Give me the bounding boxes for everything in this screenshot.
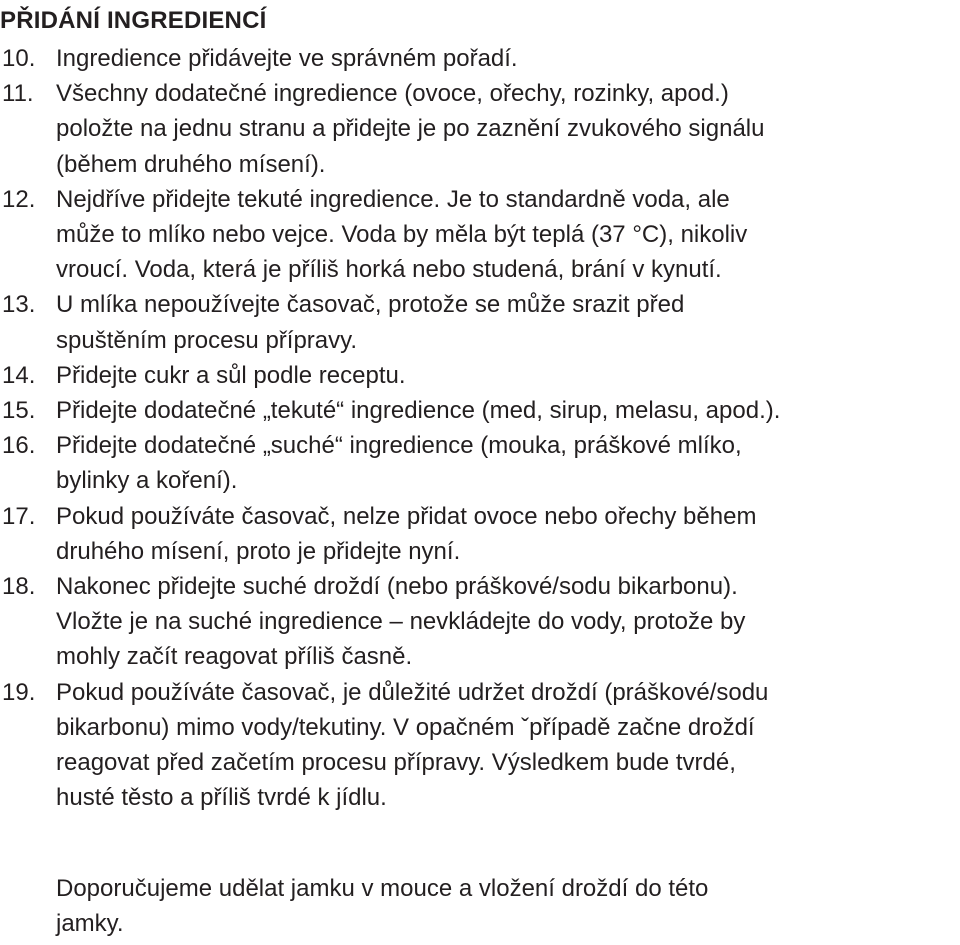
item-text-line: (během druhého mísení). <box>56 150 326 178</box>
closing-note <box>56 871 708 941</box>
instruction-list <box>0 41 960 815</box>
list-item <box>0 41 960 76</box>
item-text-line: vroucí. Voda, která je příliš horká nebo studená, brání v kynutí. <box>56 256 722 284</box>
closing-text-line: Doporučujeme udělat jamku v mouce a vložení droždí do této <box>56 875 709 902</box>
item-number: 14. <box>2 361 36 389</box>
item-number: 16. <box>2 432 36 460</box>
item-text-line: položte na jednu stranu a přidejte je po zaznění zvukového signálu <box>56 115 765 143</box>
item-number: 17. <box>2 502 36 530</box>
item-number: 12. <box>2 185 36 213</box>
item-text-line: bikarbonu) mimo vody/tekutiny. V opačném ˇpřípadě začne droždí <box>56 713 755 741</box>
item-text-line: Pokud používáte časovač, je důležité udržet droždí (práškové/sodu <box>56 678 769 706</box>
item-text-line: Přidejte cukr a sůl podle receptu. <box>56 361 406 389</box>
list-item <box>0 287 960 357</box>
item-number: 10. <box>2 45 36 72</box>
list-item <box>0 675 960 816</box>
item-number: 15. <box>2 397 36 425</box>
item-text-line: reagovat před začetím procesu přípravy. Výsledkem bude tvrdé, <box>56 749 736 777</box>
item-number: 19. <box>2 678 36 706</box>
item-text-line: Přidejte dodatečné „tekuté“ ingredience (med, sirup, melasu, apod.). <box>56 397 781 425</box>
item-number: 18. <box>2 573 36 601</box>
item-text-line: Vložte je na suché ingredience – nevkládejte do vody, protože by <box>56 608 746 636</box>
item-text-line: Nakonec přidejte suché droždí (nebo práškové/sodu bikarbonu). <box>56 573 738 601</box>
list-item <box>0 428 960 498</box>
item-text-line: Ingredience přidávejte ve správném pořadí. <box>56 45 518 72</box>
list-item <box>0 358 960 393</box>
item-text-line: mohly začít reagovat příliš časně. <box>56 643 413 671</box>
item-number: 13. <box>2 291 36 319</box>
item-text-line: druhého mísení, proto je přidejte nyní. <box>56 537 461 565</box>
item-number: 11. <box>2 80 34 108</box>
item-text-line: Pokud používáte časovač, nelze přidat ovoce nebo ořechy během <box>56 502 757 530</box>
item-text-line: spuštěním procesu přípravy. <box>56 326 358 354</box>
item-text-line: husté těsto a příliš tvrdé k jídlu. <box>56 784 387 812</box>
list-item <box>0 76 960 182</box>
section-heading: PŘIDÁNÍ INGREDIENCÍ <box>0 7 267 34</box>
item-text-line: Přidejte dodatečné „suché“ ingredience (mouka, práškové mlíko, <box>56 432 742 460</box>
item-text-line: bylinky a koření). <box>56 467 238 495</box>
item-text-line: Všechny dodatečné ingredience (ovoce, ořechy, rozinky, apod.) <box>56 80 729 108</box>
item-text-line: může to mlíko nebo vejce. Voda by měla být teplá (37 °C), nikoliv <box>56 221 748 249</box>
item-text-line: U mlíka nepoužívejte časovač, protože se může srazit před <box>56 291 685 319</box>
list-item <box>0 393 960 428</box>
list-item <box>0 499 960 569</box>
list-item <box>0 569 960 675</box>
closing-text-line: jamky. <box>56 910 124 938</box>
list-item <box>0 182 960 288</box>
item-text-line: Nejdříve přidejte tekuté ingredience. Je to standardně voda, ale <box>56 185 730 213</box>
